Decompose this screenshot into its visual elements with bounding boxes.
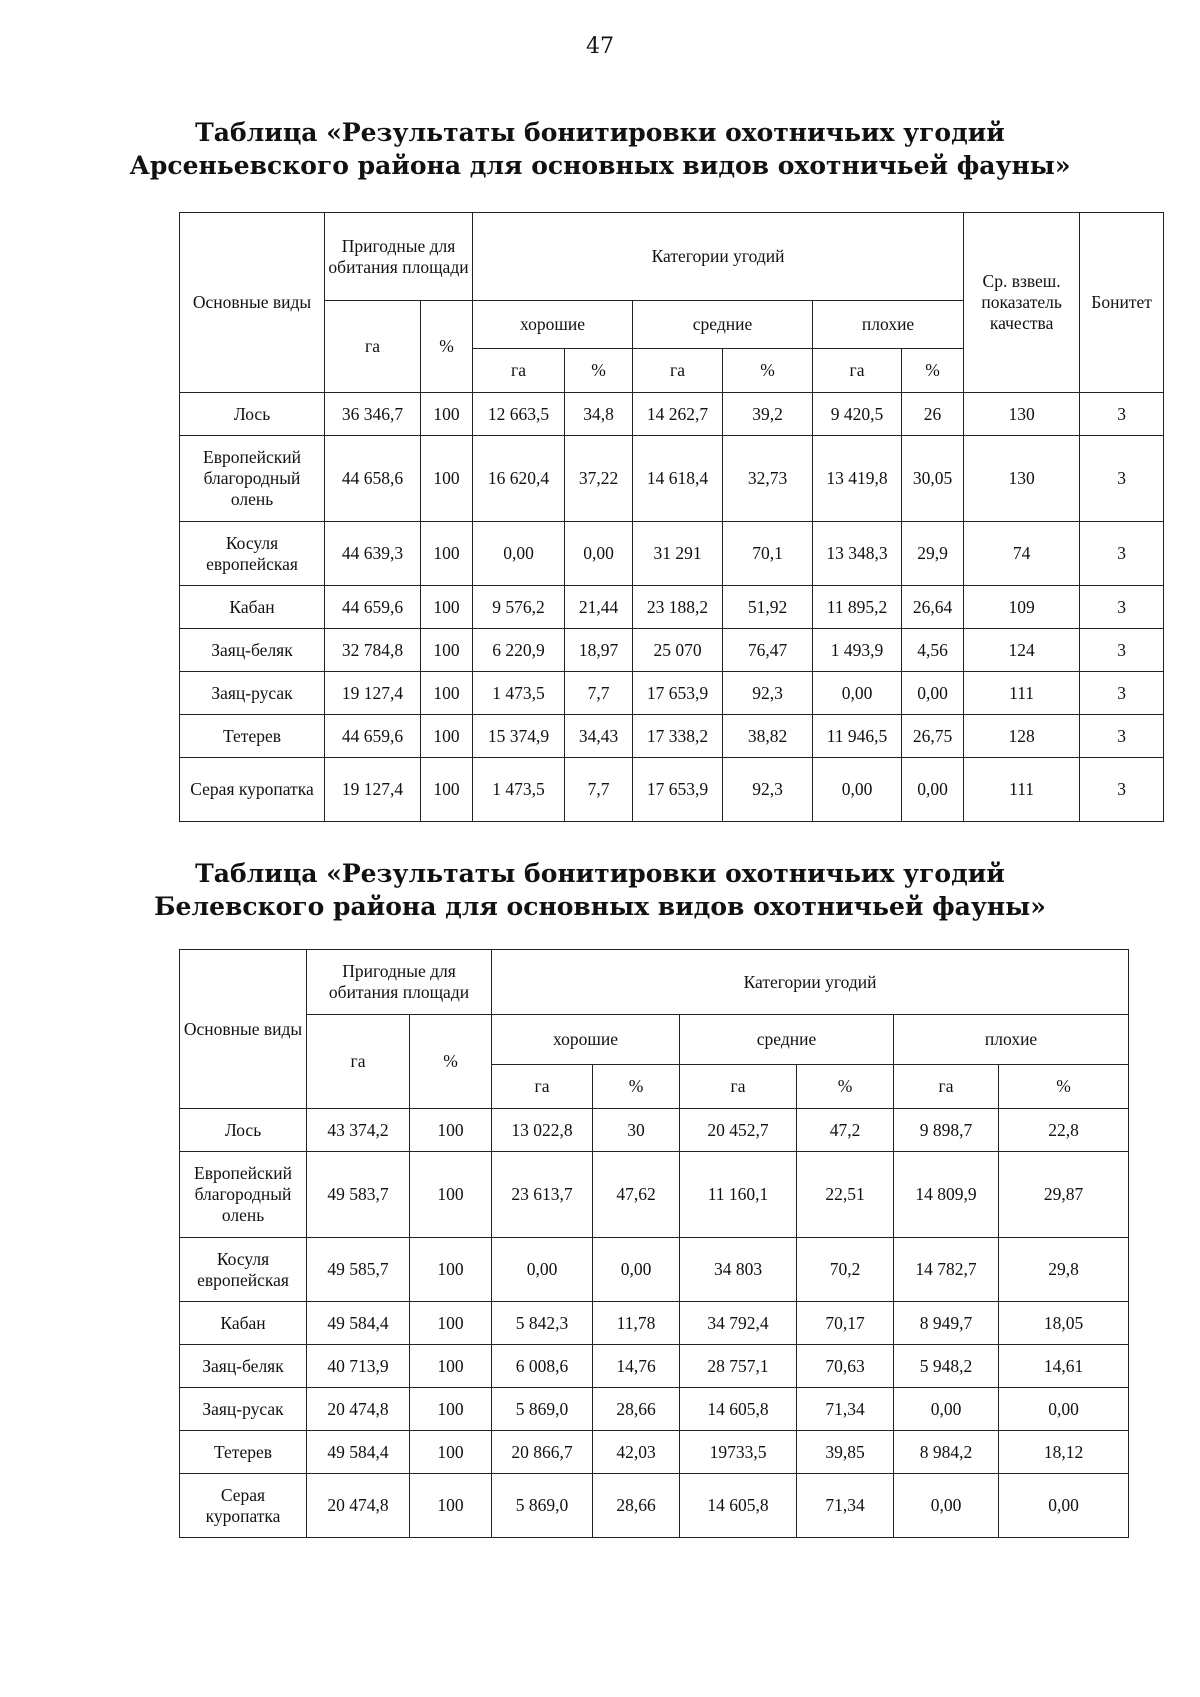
cell-ha: 43 374,2 <box>307 1109 410 1152</box>
cell-pct: 100 <box>421 715 473 758</box>
cell-med-pct: 71,34 <box>797 1388 894 1431</box>
cell-good-ha: 1 473,5 <box>473 672 565 715</box>
header-medium: средние <box>633 301 813 349</box>
cell-quality: 124 <box>964 629 1080 672</box>
table-row <box>180 1302 1129 1345</box>
cell-med-pct: 51,92 <box>723 586 813 629</box>
cell-med-ha: 14 605,8 <box>680 1388 797 1431</box>
header-good-pct: % <box>593 1065 680 1109</box>
header-good-ha: га <box>473 349 565 393</box>
cell-poor-ha: 11 895,2 <box>813 586 902 629</box>
cell-med-pct: 47,2 <box>797 1109 894 1152</box>
cell-med-pct: 22,51 <box>797 1152 894 1238</box>
cell-quality: 111 <box>964 758 1080 822</box>
table2-body <box>180 1109 1129 1538</box>
header-species: Основные виды <box>180 213 325 393</box>
header-ha: га <box>325 301 421 393</box>
species-name-cell: Заяц-беляк <box>180 629 325 672</box>
header-quality: Ср. взвеш. показатель качества <box>964 213 1080 393</box>
cell-med-ha: 34 792,4 <box>680 1302 797 1345</box>
cell-ha: 49 584,4 <box>307 1302 410 1345</box>
cell-ha: 44 659,6 <box>325 586 421 629</box>
cell-med-ha: 14 262,7 <box>633 393 723 436</box>
header-good-ha: га <box>492 1065 593 1109</box>
header-poor-pct: % <box>902 349 964 393</box>
table-row <box>180 629 1164 672</box>
species-name-cell: Европейский благородный олень <box>180 1152 307 1238</box>
species-name-cell: Лось <box>180 1109 307 1152</box>
table-row <box>180 1152 1129 1238</box>
cell-pct: 100 <box>421 586 473 629</box>
cell-poor-ha: 9 420,5 <box>813 393 902 436</box>
header-suitable: Пригодные для обитания площади <box>307 950 492 1015</box>
cell-poor-pct: 30,05 <box>902 436 964 522</box>
cell-good-ha: 5 842,3 <box>492 1302 593 1345</box>
cell-poor-ha: 13 348,3 <box>813 522 902 586</box>
cell-poor-ha: 14 782,7 <box>894 1238 999 1302</box>
header-med-pct: % <box>723 349 813 393</box>
cell-poor-ha: 0,00 <box>813 672 902 715</box>
cell-good-pct: 34,43 <box>565 715 633 758</box>
cell-med-pct: 76,47 <box>723 629 813 672</box>
cell-good-pct: 0,00 <box>593 1238 680 1302</box>
cell-pct: 100 <box>410 1388 492 1431</box>
table-row <box>180 1474 1129 1538</box>
cell-pct: 100 <box>410 1431 492 1474</box>
header-categories: Категории угодий <box>473 213 964 301</box>
cell-pct: 100 <box>410 1474 492 1538</box>
cell-good-pct: 0,00 <box>565 522 633 586</box>
cell-med-pct: 70,2 <box>797 1238 894 1302</box>
cell-bonitet: 3 <box>1080 436 1164 522</box>
header-med-pct: % <box>797 1065 894 1109</box>
cell-bonitet: 3 <box>1080 522 1164 586</box>
cell-poor-ha: 14 809,9 <box>894 1152 999 1238</box>
cell-med-ha: 14 618,4 <box>633 436 723 522</box>
cell-med-ha: 23 188,2 <box>633 586 723 629</box>
header-medium: средние <box>680 1015 894 1065</box>
cell-pct: 100 <box>421 758 473 822</box>
header-poor-ha: га <box>894 1065 999 1109</box>
cell-poor-pct: 0,00 <box>999 1388 1129 1431</box>
table1-title <box>0 116 1200 182</box>
table-row <box>180 1345 1129 1388</box>
cell-ha: 49 583,7 <box>307 1152 410 1238</box>
cell-poor-pct: 0,00 <box>902 672 964 715</box>
cell-good-pct: 28,66 <box>593 1474 680 1538</box>
cell-good-ha: 20 866,7 <box>492 1431 593 1474</box>
table-row <box>180 586 1164 629</box>
header-suitable: Пригодные для обитания площади <box>325 213 473 301</box>
cell-poor-pct: 29,8 <box>999 1238 1129 1302</box>
cell-good-pct: 42,03 <box>593 1431 680 1474</box>
cell-pct: 100 <box>421 436 473 522</box>
cell-pct: 100 <box>410 1238 492 1302</box>
cell-good-ha: 6 220,9 <box>473 629 565 672</box>
cell-good-ha: 6 008,6 <box>492 1345 593 1388</box>
cell-med-pct: 38,82 <box>723 715 813 758</box>
cell-med-pct: 39,2 <box>723 393 813 436</box>
page-number: 47 <box>586 34 614 59</box>
cell-good-ha: 0,00 <box>492 1238 593 1302</box>
table-row <box>180 758 1164 822</box>
cell-ha: 20 474,8 <box>307 1388 410 1431</box>
cell-good-pct: 7,7 <box>565 672 633 715</box>
cell-quality: 111 <box>964 672 1080 715</box>
cell-poor-ha: 8 949,7 <box>894 1302 999 1345</box>
header-bonitet: Бонитет <box>1080 213 1164 393</box>
cell-good-pct: 28,66 <box>593 1388 680 1431</box>
cell-pct: 100 <box>410 1109 492 1152</box>
cell-pct: 100 <box>410 1302 492 1345</box>
cell-med-pct: 71,34 <box>797 1474 894 1538</box>
table-row <box>180 1238 1129 1302</box>
cell-poor-ha: 0,00 <box>813 758 902 822</box>
table1-body <box>180 393 1164 822</box>
table2-title-line1: Таблица «Результаты бонитировки охотничьих угодий <box>195 859 1005 888</box>
cell-poor-pct: 29,9 <box>902 522 964 586</box>
cell-med-ha: 28 757,1 <box>680 1345 797 1388</box>
header-poor-ha: га <box>813 349 902 393</box>
cell-good-pct: 30 <box>593 1109 680 1152</box>
cell-ha: 32 784,8 <box>325 629 421 672</box>
cell-poor-pct: 26,75 <box>902 715 964 758</box>
table2-title-line2: Белевского района для основных видов охотничьей фауны» <box>154 892 1046 921</box>
table2-title <box>0 857 1200 923</box>
cell-quality: 130 <box>964 436 1080 522</box>
cell-ha: 19 127,4 <box>325 672 421 715</box>
cell-med-ha: 25 070 <box>633 629 723 672</box>
cell-med-pct: 92,3 <box>723 758 813 822</box>
cell-med-ha: 14 605,8 <box>680 1474 797 1538</box>
table-row <box>180 1431 1129 1474</box>
header-poor: плохие <box>894 1015 1129 1065</box>
species-name-cell: Кабан <box>180 586 325 629</box>
cell-quality: 74 <box>964 522 1080 586</box>
cell-poor-pct: 14,61 <box>999 1345 1129 1388</box>
header-ha: га <box>307 1015 410 1109</box>
cell-good-pct: 21,44 <box>565 586 633 629</box>
cell-poor-pct: 29,87 <box>999 1152 1129 1238</box>
cell-pct: 100 <box>410 1152 492 1238</box>
cell-poor-ha: 1 493,9 <box>813 629 902 672</box>
header-poor: плохие <box>813 301 964 349</box>
cell-good-ha: 13 022,8 <box>492 1109 593 1152</box>
cell-good-pct: 47,62 <box>593 1152 680 1238</box>
header-good: хорошие <box>473 301 633 349</box>
cell-good-ha: 23 613,7 <box>492 1152 593 1238</box>
cell-med-pct: 32,73 <box>723 436 813 522</box>
cell-med-ha: 19733,5 <box>680 1431 797 1474</box>
header-pct: % <box>421 301 473 393</box>
table-row <box>180 1388 1129 1431</box>
cell-med-ha: 17 653,9 <box>633 672 723 715</box>
cell-ha: 20 474,8 <box>307 1474 410 1538</box>
header-poor-pct: % <box>999 1065 1129 1109</box>
cell-quality: 109 <box>964 586 1080 629</box>
cell-poor-ha: 5 948,2 <box>894 1345 999 1388</box>
cell-bonitet: 3 <box>1080 629 1164 672</box>
cell-med-pct: 70,17 <box>797 1302 894 1345</box>
cell-pct: 100 <box>421 629 473 672</box>
cell-good-pct: 11,78 <box>593 1302 680 1345</box>
cell-bonitet: 3 <box>1080 715 1164 758</box>
cell-med-ha: 17 338,2 <box>633 715 723 758</box>
cell-ha: 44 658,6 <box>325 436 421 522</box>
cell-bonitet: 3 <box>1080 393 1164 436</box>
cell-ha: 49 584,4 <box>307 1431 410 1474</box>
cell-med-ha: 31 291 <box>633 522 723 586</box>
cell-poor-ha: 0,00 <box>894 1388 999 1431</box>
species-name-cell: Косуля европейская <box>180 522 325 586</box>
cell-quality: 130 <box>964 393 1080 436</box>
species-name-cell: Косуля европейская <box>180 1238 307 1302</box>
cell-pct: 100 <box>421 522 473 586</box>
cell-med-ha: 11 160,1 <box>680 1152 797 1238</box>
table-row <box>180 436 1164 522</box>
cell-poor-pct: 4,56 <box>902 629 964 672</box>
cell-poor-ha: 8 984,2 <box>894 1431 999 1474</box>
cell-bonitet: 3 <box>1080 586 1164 629</box>
cell-med-pct: 70,63 <box>797 1345 894 1388</box>
cell-good-pct: 14,76 <box>593 1345 680 1388</box>
table-row <box>180 672 1164 715</box>
table2 <box>179 949 1129 1538</box>
cell-good-ha: 5 869,0 <box>492 1388 593 1431</box>
cell-quality: 128 <box>964 715 1080 758</box>
cell-poor-ha: 9 898,7 <box>894 1109 999 1152</box>
cell-good-ha: 9 576,2 <box>473 586 565 629</box>
table1-title-line1: Таблица «Результаты бонитировки охотничьих угодий <box>195 118 1005 147</box>
species-name-cell: Заяц-беляк <box>180 1345 307 1388</box>
species-name-cell: Лось <box>180 393 325 436</box>
cell-good-ha: 16 620,4 <box>473 436 565 522</box>
header-pct: % <box>410 1015 492 1109</box>
cell-good-ha: 5 869,0 <box>492 1474 593 1538</box>
species-name-cell: Европейский благородный олень <box>180 436 325 522</box>
cell-med-ha: 20 452,7 <box>680 1109 797 1152</box>
header-med-ha: га <box>680 1065 797 1109</box>
cell-good-ha: 15 374,9 <box>473 715 565 758</box>
cell-good-pct: 7,7 <box>565 758 633 822</box>
species-name-cell: Серая куропатка <box>180 758 325 822</box>
cell-poor-ha: 11 946,5 <box>813 715 902 758</box>
cell-med-pct: 92,3 <box>723 672 813 715</box>
cell-poor-pct: 22,8 <box>999 1109 1129 1152</box>
cell-good-pct: 18,97 <box>565 629 633 672</box>
header-species: Основные виды <box>180 950 307 1109</box>
cell-poor-ha: 13 419,8 <box>813 436 902 522</box>
cell-bonitet: 3 <box>1080 758 1164 822</box>
cell-poor-pct: 26 <box>902 393 964 436</box>
species-name-cell: Кабан <box>180 1302 307 1345</box>
species-name-cell: Тетерев <box>180 1431 307 1474</box>
cell-good-pct: 37,22 <box>565 436 633 522</box>
cell-good-ha: 1 473,5 <box>473 758 565 822</box>
header-med-ha: га <box>633 349 723 393</box>
species-name-cell: Серая куропатка <box>180 1474 307 1538</box>
species-name-cell: Заяц-русак <box>180 1388 307 1431</box>
cell-ha: 49 585,7 <box>307 1238 410 1302</box>
cell-pct: 100 <box>421 672 473 715</box>
cell-ha: 44 659,6 <box>325 715 421 758</box>
table-row <box>180 1109 1129 1152</box>
cell-ha: 19 127,4 <box>325 758 421 822</box>
cell-poor-pct: 18,12 <box>999 1431 1129 1474</box>
cell-pct: 100 <box>421 393 473 436</box>
cell-ha: 44 639,3 <box>325 522 421 586</box>
cell-med-pct: 39,85 <box>797 1431 894 1474</box>
cell-med-ha: 34 803 <box>680 1238 797 1302</box>
table-row <box>180 393 1164 436</box>
cell-poor-pct: 18,05 <box>999 1302 1129 1345</box>
cell-poor-ha: 0,00 <box>894 1474 999 1538</box>
cell-med-pct: 70,1 <box>723 522 813 586</box>
cell-good-ha: 12 663,5 <box>473 393 565 436</box>
cell-good-ha: 0,00 <box>473 522 565 586</box>
cell-pct: 100 <box>410 1345 492 1388</box>
cell-bonitet: 3 <box>1080 672 1164 715</box>
cell-poor-pct: 0,00 <box>999 1474 1129 1538</box>
cell-poor-pct: 26,64 <box>902 586 964 629</box>
cell-med-ha: 17 653,9 <box>633 758 723 822</box>
cell-poor-pct: 0,00 <box>902 758 964 822</box>
table-row <box>180 522 1164 586</box>
species-name-cell: Тетерев <box>180 715 325 758</box>
table1-title-line2: Арсеньевского района для основных видов охотничьей фауны» <box>129 151 1071 180</box>
header-good-pct: % <box>565 349 633 393</box>
table-row <box>180 715 1164 758</box>
cell-ha: 36 346,7 <box>325 393 421 436</box>
header-good: хорошие <box>492 1015 680 1065</box>
table1 <box>179 212 1164 822</box>
species-name-cell: Заяц-русак <box>180 672 325 715</box>
header-categories: Категории угодий <box>492 950 1129 1015</box>
cell-good-pct: 34,8 <box>565 393 633 436</box>
cell-ha: 40 713,9 <box>307 1345 410 1388</box>
